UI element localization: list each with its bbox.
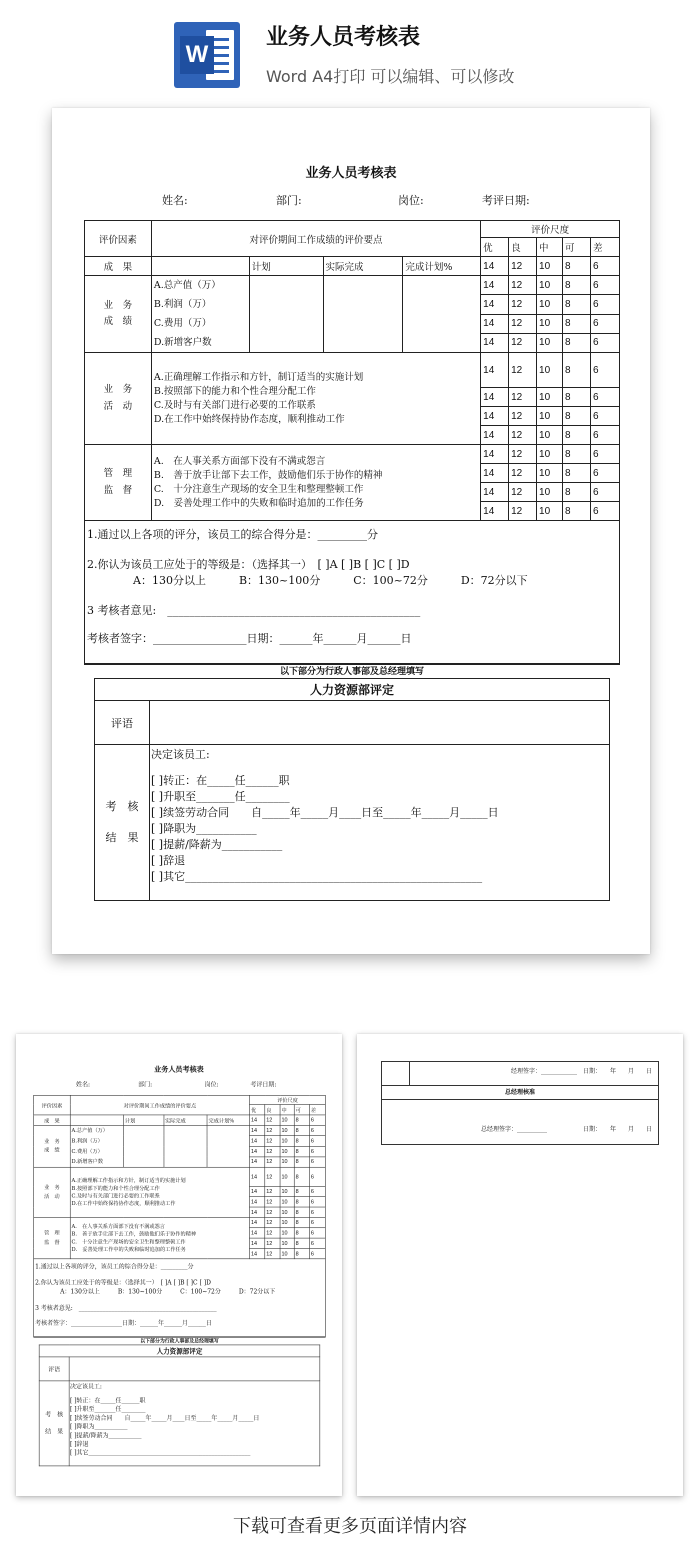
- score-cell: 14: [250, 1228, 265, 1238]
- score-cell: 8: [563, 295, 591, 314]
- score-cell: 10: [537, 314, 563, 333]
- footer-more-pages[interactable]: 下载可查看更多页面详情内容: [233, 1516, 467, 1537]
- score-cell: 6: [309, 1217, 325, 1227]
- score-cell: 8: [294, 1115, 309, 1125]
- page2-table: [381, 1061, 659, 1145]
- score-cell: 12: [509, 314, 537, 333]
- score-cell: 6: [590, 295, 619, 314]
- score-cell: 14: [250, 1248, 265, 1258]
- input-cell[interactable]: [323, 276, 403, 353]
- score-cell: 14: [481, 257, 509, 276]
- score-cell: 14: [250, 1136, 265, 1146]
- summary-opinion-line: 3 考核者意见: ______________________________________________: [87, 604, 421, 617]
- section-items: [151, 276, 249, 353]
- th-factor: 评价因素: [85, 221, 152, 257]
- score-cell: 14: [481, 276, 509, 295]
- score-cell: 8: [294, 1238, 309, 1248]
- score-cell: 6: [590, 314, 619, 333]
- hr-option: [ ]降职为___________: [69, 1423, 128, 1431]
- score-cell: 8: [563, 353, 591, 388]
- word-doc-icon: [174, 22, 240, 88]
- score-cell: 6: [309, 1125, 325, 1135]
- score-cell: 14: [481, 388, 509, 407]
- score-cell: 6: [590, 388, 619, 407]
- score-cell: 10: [537, 407, 563, 426]
- score-cell: 12: [509, 445, 537, 464]
- summary-score-line: 1.通过以上各项的评分，该员工的综合得分是：_________分: [87, 528, 378, 541]
- section-item: C.费用（万）: [153, 318, 212, 329]
- score-cell: 6: [590, 333, 619, 352]
- score-cell: 10: [537, 445, 563, 464]
- grade-header: 可: [563, 238, 591, 257]
- score-cell: 12: [509, 388, 537, 407]
- col-completion: 完成计划%: [403, 257, 481, 276]
- score-cell: 8: [563, 333, 591, 352]
- score-cell: 10: [537, 257, 563, 276]
- score-cell: 12: [265, 1146, 280, 1156]
- section-item: A.正确理解工作指示和方针，制订适当的实施计划: [153, 371, 364, 383]
- score-cell: 12: [509, 426, 537, 445]
- score-cell: 10: [280, 1238, 294, 1248]
- section-items: [151, 353, 480, 445]
- score-cell: 10: [537, 353, 563, 388]
- score-cell: 12: [265, 1207, 280, 1217]
- score-cell: 14: [250, 1186, 265, 1196]
- score-cell: 6: [590, 257, 619, 276]
- score-cell: 12: [265, 1186, 280, 1196]
- score-cell: 12: [265, 1217, 280, 1227]
- score-cell: 8: [294, 1136, 309, 1146]
- input-cell[interactable]: [123, 1125, 163, 1167]
- section-items: [70, 1125, 123, 1167]
- hr-title: 人力资源部评定: [95, 679, 610, 701]
- section-item: C.费用（万）: [71, 1148, 103, 1155]
- section-item: C. 十分注意生产现场的安全卫生和整理整顿工作: [153, 483, 364, 495]
- evaluation-table: [84, 220, 620, 521]
- score-cell: 8: [563, 445, 591, 464]
- score-cell: 6: [590, 502, 619, 521]
- th-factor: 评价因素: [34, 1095, 70, 1115]
- grade-header: 良: [265, 1105, 280, 1115]
- score-cell: 12: [265, 1115, 280, 1125]
- score-cell: 10: [280, 1197, 294, 1207]
- score-cell: 12: [265, 1238, 280, 1248]
- score-cell: 6: [309, 1167, 325, 1186]
- score-cell: 8: [294, 1228, 309, 1238]
- score-cell: 8: [294, 1167, 309, 1186]
- score-cell: 8: [563, 314, 591, 333]
- hr-option: [ ]辞退: [151, 854, 186, 867]
- score-cell: 8: [563, 483, 591, 502]
- score-cell: 14: [250, 1115, 265, 1125]
- section-item: A. 在人事关系方面部下没有不满或怨言: [153, 455, 326, 467]
- col-actual: 实际完成: [164, 1115, 207, 1125]
- page2-gm-title: 总经理核准: [382, 1086, 658, 1100]
- col-actual: 实际完成: [323, 257, 403, 276]
- grade-header: 可: [294, 1105, 309, 1115]
- section-item: A.总产值（万）: [71, 1127, 108, 1134]
- score-cell: 14: [250, 1217, 265, 1227]
- score-cell: 12: [509, 353, 537, 388]
- score-cell: 6: [309, 1136, 325, 1146]
- summary-section: [84, 520, 620, 664]
- lower-section-note: 以下部分为行政人事部及总经理填写: [33, 1337, 325, 1345]
- score-cell: 14: [481, 314, 509, 333]
- score-cell: 8: [563, 464, 591, 483]
- score-cell: 10: [280, 1167, 294, 1186]
- score-cell: 6: [309, 1248, 325, 1258]
- score-cell: 12: [509, 257, 537, 276]
- score-cell: 14: [481, 502, 509, 521]
- score-cell: 10: [537, 464, 563, 483]
- score-cell: 10: [537, 426, 563, 445]
- page-header: [0, 0, 700, 105]
- input-cell[interactable]: [164, 1125, 207, 1167]
- page-thumbnail-1[interactable]: [16, 1034, 342, 1496]
- col-completion: 完成计划%: [207, 1115, 249, 1125]
- section-items: [70, 1217, 249, 1258]
- hr-decision: 决定该员工:: [69, 1382, 102, 1390]
- score-cell: 14: [481, 407, 509, 426]
- score-cell: 8: [563, 426, 591, 445]
- section-label: 业 务 活 动: [85, 353, 152, 445]
- hr-decision: 决定该员工:: [151, 748, 210, 761]
- input-cell[interactable]: [207, 1125, 249, 1167]
- row-results-label: 成 果: [85, 257, 152, 276]
- score-cell: 10: [537, 483, 563, 502]
- score-cell: 14: [250, 1238, 265, 1248]
- score-cell: 10: [280, 1146, 294, 1156]
- score-cell: 10: [537, 388, 563, 407]
- hr-option: [ ]转正：在_____任______职: [69, 1396, 146, 1405]
- section-item: C.及时与有关部门进行必要的工作联系: [153, 399, 316, 411]
- score-cell: 12: [265, 1197, 280, 1207]
- score-cell: 14: [481, 295, 509, 314]
- score-cell: 8: [294, 1146, 309, 1156]
- score-cell: 6: [309, 1238, 325, 1248]
- score-cell: 10: [537, 276, 563, 295]
- score-cell: 12: [509, 502, 537, 521]
- score-cell: 6: [590, 276, 619, 295]
- section-label: 管 理 监 督: [34, 1217, 70, 1258]
- score-cell: 12: [265, 1228, 280, 1238]
- score-cell: 14: [250, 1207, 265, 1217]
- score-cell: 12: [509, 295, 537, 314]
- th-scale: 评价尺度: [250, 1095, 326, 1104]
- score-cell: 6: [590, 353, 619, 388]
- summary-grade-line: 2.你认为该员工应处于的等级是：（选择其一） [ ]A [ ]B [ ]C [ ]D: [87, 558, 410, 571]
- hr-comment-field[interactable]: [69, 1357, 320, 1381]
- score-cell: 6: [309, 1228, 325, 1238]
- grade-header: 差: [590, 238, 619, 257]
- section-item: D.在工作中始终保持协作态度，顺利推动工作: [71, 1200, 176, 1207]
- hr-evaluation-table: [94, 678, 610, 901]
- score-cell: 12: [509, 464, 537, 483]
- score-cell: 12: [509, 483, 537, 502]
- summary-section: [33, 1259, 325, 1337]
- score-cell: 6: [590, 445, 619, 464]
- doc-title: 业务人员考核表: [305, 166, 397, 181]
- info-name: 姓名:: [75, 1080, 90, 1088]
- score-cell: 14: [481, 353, 509, 388]
- info-position: 岗位:: [204, 1080, 219, 1088]
- score-cell: 8: [294, 1157, 309, 1167]
- hr-option: [ ]其它______________________________________________________: [69, 1449, 251, 1457]
- info-date: 考评日期:: [482, 194, 530, 207]
- score-cell: 6: [590, 464, 619, 483]
- section-items: [151, 445, 480, 521]
- score-cell: 10: [280, 1115, 294, 1125]
- section-item: B.按照部下的能力和个性合理分配工作: [153, 385, 316, 397]
- word-letter: W: [180, 36, 214, 74]
- summary-signature-line: 考核者签字：_________________日期：______年______月______日: [35, 1319, 212, 1327]
- summary-grade-line: 2.你认为该员工应处于的等级是：（选择其一） [ ]A [ ]B [ ]C [ ]D: [35, 1279, 211, 1287]
- hr-option: [ ]续签劳动合同 自_____年_____月____日至_____年_____月_____日: [151, 806, 499, 819]
- grade-header: 良: [509, 238, 537, 257]
- hr-evaluation-table: [39, 1345, 320, 1467]
- score-cell: 14: [481, 445, 509, 464]
- section-item: D.新增客户数: [71, 1158, 104, 1165]
- score-cell: 12: [265, 1136, 280, 1146]
- th-points: 对评价期间工作成绩的评价要点: [70, 1095, 249, 1115]
- score-cell: 10: [537, 295, 563, 314]
- score-cell: 14: [481, 333, 509, 352]
- score-cell: 10: [280, 1207, 294, 1217]
- score-cell: 8: [563, 502, 591, 521]
- page2-manager-sign: 经理签字：____________ 日期： 年 月 日: [510, 1068, 652, 1075]
- hr-result-field[interactable]: [150, 745, 610, 901]
- score-cell: 8: [563, 388, 591, 407]
- score-cell: 6: [309, 1146, 325, 1156]
- hr-option: [ ]升职至_______任________: [69, 1405, 146, 1413]
- section-item: C. 十分注意生产现场的安全卫生和整理整顿工作: [71, 1238, 186, 1245]
- score-cell: 8: [294, 1207, 309, 1217]
- score-cell: 10: [280, 1136, 294, 1146]
- hr-option: [ ]其它______________________________________________________: [151, 870, 483, 883]
- section-label: 业 务 活 动: [34, 1167, 70, 1217]
- score-cell: 10: [280, 1186, 294, 1196]
- score-cell: 8: [563, 407, 591, 426]
- input-cell[interactable]: [249, 276, 323, 353]
- score-cell: 6: [309, 1115, 325, 1125]
- score-cell: 6: [590, 483, 619, 502]
- grade-header: 优: [481, 238, 509, 257]
- score-cell: 12: [265, 1125, 280, 1135]
- summary-signature-line: 考核者签字：_________________日期：______年______月______日: [87, 632, 412, 645]
- section-items: [70, 1167, 249, 1217]
- hr-option: [ ]提薪/降薪为___________: [151, 838, 283, 851]
- score-cell: 6: [590, 407, 619, 426]
- info-name: 姓名:: [162, 194, 188, 207]
- hr-option: [ ]升职至_______任________: [151, 790, 290, 803]
- th-points: 对评价期间工作成绩的评价要点: [151, 221, 480, 257]
- grade-header: 差: [309, 1105, 325, 1115]
- section-item: A. 在人事关系方面部下没有不满或怨言: [71, 1223, 165, 1230]
- header-title: 业务人员考核表: [266, 25, 421, 50]
- info-dept: 部门:: [138, 1080, 153, 1088]
- row-results-label: 成 果: [34, 1115, 70, 1125]
- score-cell: 10: [280, 1248, 294, 1258]
- hr-option: [ ]转正：在_____任______职: [151, 774, 290, 787]
- section-item: A.总产值（万）: [153, 280, 221, 291]
- score-cell: 10: [280, 1125, 294, 1135]
- info-position: 岗位:: [398, 194, 424, 207]
- lower-section-note: 以下部分为行政人事部及总经理填写: [84, 664, 620, 678]
- document-preview-page[interactable]: [52, 108, 650, 954]
- score-cell: 10: [280, 1157, 294, 1167]
- section-item: C.及时与有关部门进行必要的工作联系: [71, 1192, 160, 1199]
- summary-grade-legend: A：130分以上 B：130~100分 C：100~72分 D：72分以下: [60, 1287, 276, 1296]
- score-cell: 6: [309, 1207, 325, 1217]
- score-cell: 12: [265, 1248, 280, 1258]
- info-dept: 部门:: [276, 194, 302, 207]
- score-cell: 6: [590, 426, 619, 445]
- hr-option: [ ]提薪/降薪为___________: [69, 1431, 142, 1439]
- score-cell: 14: [250, 1146, 265, 1156]
- hr-result-label: 考 核 结 果: [95, 745, 150, 901]
- summary-opinion-line: 3 考核者意见: ______________________________________________: [35, 1304, 217, 1312]
- grade-header: 中: [537, 238, 563, 257]
- hr-result-field[interactable]: [69, 1381, 320, 1466]
- score-cell: 10: [537, 333, 563, 352]
- score-cell: 6: [309, 1197, 325, 1207]
- summary-grade-legend: A：130分以上 B：130~100分 C：100~72分 D：72分以下: [133, 574, 528, 587]
- score-cell: 6: [309, 1186, 325, 1196]
- hr-comment-label: 评语: [95, 701, 150, 745]
- score-cell: 14: [250, 1125, 265, 1135]
- score-cell: 14: [481, 464, 509, 483]
- score-cell: 8: [294, 1217, 309, 1227]
- hr-option: [ ]辞退: [69, 1440, 89, 1448]
- score-cell: 8: [563, 276, 591, 295]
- score-cell: 8: [294, 1248, 309, 1258]
- score-cell: 14: [250, 1167, 265, 1186]
- score-cell: 8: [563, 257, 591, 276]
- info-date: 考评日期:: [250, 1080, 277, 1088]
- score-cell: 12: [509, 276, 537, 295]
- score-cell: 14: [250, 1157, 265, 1167]
- score-cell: 8: [294, 1186, 309, 1196]
- section-item: B. 善于放手让部下去工作，鼓励他们乐于协作的精神: [153, 469, 383, 481]
- hr-comment-field[interactable]: [150, 701, 610, 745]
- score-cell: 12: [509, 333, 537, 352]
- evaluation-table: [33, 1095, 325, 1259]
- section-item: B. 善于放手让部下去工作，鼓励他们乐于协作的精神: [71, 1231, 197, 1238]
- section-item: B.利润（万）: [71, 1138, 103, 1145]
- page2-gm-sign: 总经理签字：__________ 日期： 年 月 日: [480, 1126, 652, 1133]
- th-scale: 评价尺度: [481, 221, 620, 238]
- score-cell: 10: [537, 502, 563, 521]
- hr-option: [ ]续签劳动合同 自_____年_____月____日至_____年_____月_____日: [69, 1414, 260, 1422]
- grade-header: 优: [250, 1105, 265, 1115]
- score-cell: 10: [280, 1228, 294, 1238]
- section-item: D.在工作中始终保持协作态度，顺利推动工作: [153, 413, 345, 425]
- score-cell: 10: [280, 1217, 294, 1227]
- hr-comment-label: 评语: [39, 1357, 69, 1381]
- section-label: 管 理 监 督: [85, 445, 152, 521]
- score-cell: 6: [309, 1157, 325, 1167]
- input-cell[interactable]: [403, 276, 481, 353]
- section-label: 业 务 成 绩: [34, 1125, 70, 1167]
- section-item: D. 妥善处理工作中的失败和临时追加的工作任务: [71, 1246, 186, 1253]
- hr-title: 人力资源部评定: [39, 1345, 320, 1357]
- score-cell: 12: [265, 1157, 280, 1167]
- col-plan: 计划: [123, 1115, 163, 1125]
- score-cell: 8: [294, 1197, 309, 1207]
- section-item: D.新增客户数: [153, 337, 212, 348]
- header-subtitle: Word A4打印 可以编辑、可以修改: [266, 67, 515, 86]
- summary-score-line: 1.通过以上各项的评分，该员工的综合得分是：_________分: [35, 1262, 194, 1270]
- score-cell: 14: [481, 483, 509, 502]
- score-cell: 14: [481, 426, 509, 445]
- score-cell: 8: [294, 1125, 309, 1135]
- hr-option: [ ]降职为___________: [151, 822, 257, 835]
- score-cell: 12: [265, 1167, 280, 1186]
- doc-title: 业务人员考核表: [154, 1065, 204, 1074]
- col-plan: 计划: [249, 257, 323, 276]
- section-item: B.利润（万）: [153, 299, 212, 310]
- section-item: D. 妥善处理工作中的失败和临时追加的工作任务: [153, 497, 364, 509]
- page-thumbnail-2[interactable]: [357, 1034, 683, 1496]
- score-cell: 12: [509, 407, 537, 426]
- score-cell: 14: [250, 1197, 265, 1207]
- section-label: 业 务 成 绩: [85, 276, 152, 353]
- section-item: B.按照部下的能力和个性合理分配工作: [71, 1185, 160, 1192]
- grade-header: 中: [280, 1105, 294, 1115]
- section-item: A.正确理解工作指示和方针，制订适当的实施计划: [71, 1177, 186, 1184]
- hr-result-label: 考 核 结 果: [39, 1381, 69, 1466]
